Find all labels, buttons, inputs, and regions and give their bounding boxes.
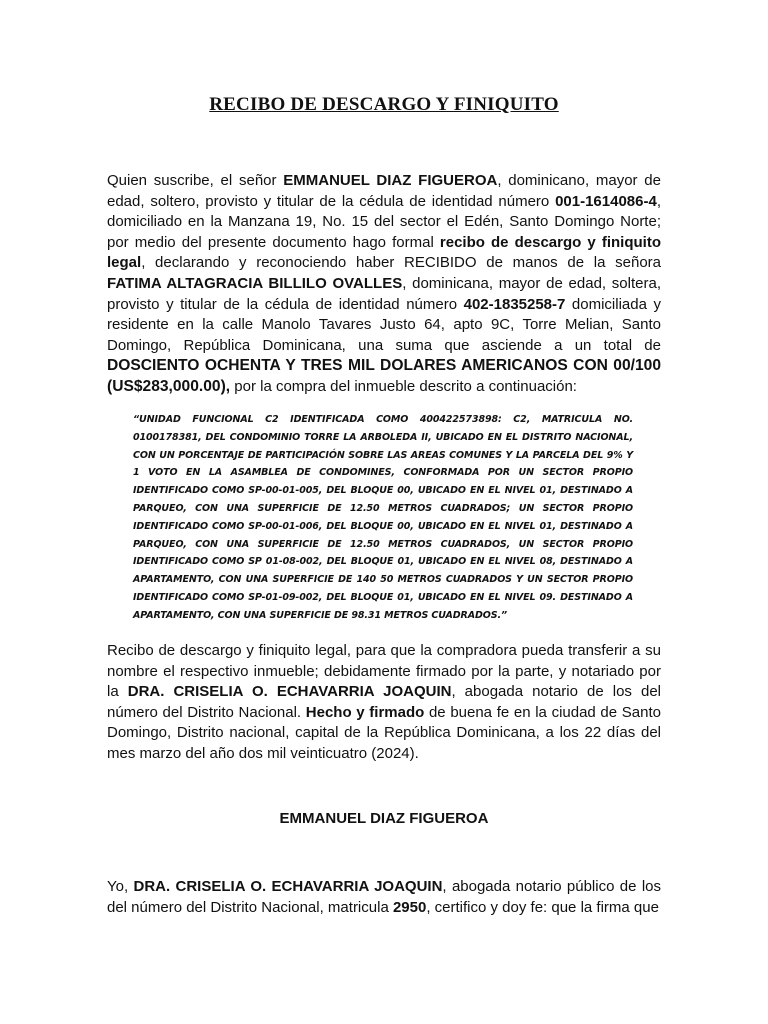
paragraph-notary-certification bbox=[107, 877, 661, 918]
text-run: , dominicano, mayor de edad, soltero, provisto y titular de la cédula de identidad número bbox=[107, 172, 661, 210]
matricula-number: 2950 bbox=[392, 898, 427, 916]
text-run: domiciliada y residente en la calle Manolo Tavares Justo 64, apto 9C, Torre Melian, Santo Domingo, República Dominicana, una suma que asciende a un total de bbox=[107, 295, 662, 354]
receipt-phrase: recibo de descargo y finiquito legal bbox=[107, 233, 661, 272]
property-description-quote: “UNIDAD FUNCIONAL C2 IDENTIFICADA COMO 400422573898: C2, MATRICULA NO. 0100178381, DEL CONDOMINIO TORRE LA ARBOLEDA II, UBICADO EN EL DISTRITO NACIONAL, CON UN PORCENTAJE DE PARTICIPACIÓN SOBRE LAS AREAS COMUNES Y LA PARCELA DEL 9% Y 1 VOTO EN LA ASAMBLEA DE CONDOMINES, CONFORMADA POR UN SECTOR PROPIO IDENTIFICADO COMO SP-00-01-005, DEL BLOQUE 00, UBICADO EN EL NIVEL 01, DESTINADO A PARQUEO, CON UNA SUPERFICIE DE 12.50 METROS CUADRADOS; UN SECTOR PROPIO IDENTIFICADO COMO SP-00-01-006, DEL BLOQUE 00, UBICADO EN EL NIVEL 01, DESTINADO A PARQUEO, CON UNA SUPERFICIE DE 12.50 METROS CUADRADOS, UN SECTOR PROPIO IDENTIFICADO COMO SP 01-08-002, DEL BLOQUE 01, UBICADO EN EL NIVEL 08, DESTINADO A APARTAMENTO, CON UNA SUPERFICIE DE 140 50 METROS CUADRADOS Y UN SECTOR PROPIO IDENTIFICADO COMO SP-01-09-002, DEL BLOQUE 01, UBICADO EN EL NIVEL 09. DESTINADO A APARTAMENTO, CON UNA SUPERFICIE DE 98.31 METROS CUADRADOS.” bbox=[133, 414, 633, 621]
text-run: de buena fe en la ciudad de Santo Domingo, Distrito nacional, capital de la República Dominicana, a los 22 días del mes marzo del año dos mil veinticuatro (2024). bbox=[107, 703, 661, 762]
payee-id-number: 001-1614086-4 bbox=[555, 192, 657, 210]
text-run: , declarando y reconociendo haber RECIBIDO de manos de la señora bbox=[141, 254, 661, 272]
payee-name: EMMANUEL DIAZ FIGUEROA bbox=[283, 172, 498, 189]
payer-name: FATIMA ALTAGRACIA BILLILO OVALLES bbox=[107, 274, 403, 292]
notary-name: DRA. CRISELIA O. ECHAVARRIA JOAQUIN bbox=[133, 878, 443, 895]
paragraph-receipt-declaration bbox=[107, 171, 661, 398]
text-run: , certifico y doy fe: que la firma que bbox=[426, 898, 659, 916]
payer-id-number: 402-1835258-7 bbox=[463, 295, 566, 313]
text-run: , abogada notario público de los del número del Distrito Nacional, matricula bbox=[107, 878, 661, 916]
signature-name: EMMANUEL DIAZ FIGUEROA bbox=[279, 810, 489, 827]
text-run: por la compra del inmueble descrito a continuación: bbox=[230, 377, 577, 395]
signed-phrase: Hecho y firmado bbox=[305, 703, 425, 721]
document-title: RECIBO DE DESCARGO Y FINIQUITO bbox=[209, 94, 559, 115]
notary-name: DRA. CRISELIA O. ECHAVARRIA JOAQUIN bbox=[127, 683, 452, 701]
text-run: Yo, bbox=[107, 878, 134, 895]
paragraph-notarization bbox=[107, 641, 661, 765]
amount-text: DOSCIENTO OCHENTA Y TRES MIL DOLARES AMERICANOS CON 00/100 (US$283,000.00), bbox=[107, 357, 661, 395]
text-run: , abogada notario de los del número del Distrito Nacional. bbox=[107, 683, 662, 721]
text-run: , dominicana, mayor de edad, soltera, provisto y titular de la cédula de identidad número bbox=[107, 274, 661, 313]
text-run: Recibo de descargo y finiquito legal, para que la compradora pueda transferir a su nombre el respectivo inmueble; debidamente firmado por la parte, y notariado por la bbox=[107, 642, 661, 701]
text-run: , domiciliado en la Manzana 19, No. 15 del sector el Edén, Santo Domingo Norte; por medio del presente documento hago formal bbox=[107, 192, 661, 251]
text-run: Quien suscribe, el señor bbox=[107, 172, 284, 189]
